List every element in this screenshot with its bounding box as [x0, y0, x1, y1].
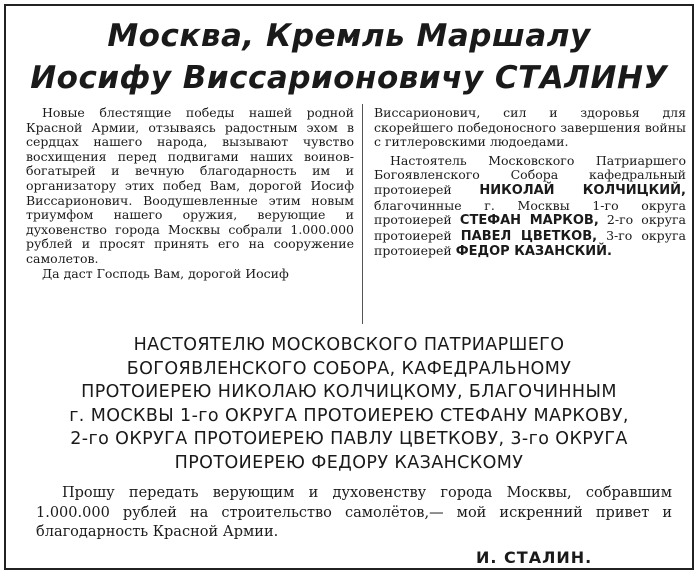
document-frame: [4, 4, 694, 570]
letter-closing-end: Виссарионович, сил и здоровья для скорейшего победоносного завершения войны с гитлеровскими людоедами.: [374, 105, 686, 150]
reply-signature: И. СТАЛИН.: [476, 548, 593, 567]
reply-title: [6, 334, 692, 475]
reply-title-line: г. МОСКВЫ 1-го ОКРУГА ПРОТОИЕРЕЮ СТЕФАНУ МАРКОВУ,: [69, 405, 629, 426]
reply-title-line: НАСТОЯТЕЛЮ МОСКОВСКОГО ПАТРИАРШЕГО: [133, 335, 565, 355]
letter-column-left: [26, 106, 354, 281]
signatory-text-4: 3-го округа протоиерей: [374, 227, 687, 259]
signatory-prefix: Настоятель Московского Патриаршего Богоявленского Собора кафедральный протоиерей: [374, 152, 686, 197]
letter-column-right: [374, 106, 686, 260]
reply-title-line: ПРОТОИЕРЕЮ ФЕДОРУ КАЗАНСКОМУ: [174, 452, 524, 473]
signatory-name-1: НИКОЛАЙ КОЛЧИЦКИЙ,: [479, 182, 686, 198]
signatory-text-3: 2-го округа протоиерей: [374, 212, 686, 243]
signatory-name-3: ПАВЕЛ ЦВЕТКОВ,: [460, 228, 598, 244]
signatory-name-4: ФЕДОР КАЗАНСКИЙ.: [455, 244, 612, 260]
reply-body: Прошу передать верующим и духовенству города Москвы, собравшим 1.000.000 рублей на строительство самолётов,— мой искренний привет и благодарность Красной Армии.: [36, 485, 672, 540]
headline-line-2: Иосифу Виссарионовичу СТАЛИНУ: [30, 60, 668, 96]
reply-title-line: БОГОЯВЛЕНСКОГО СОБОРА, КАФЕДРАЛЬНОМУ: [126, 358, 572, 379]
headline-line-1: Москва, Кремль Маршалу: [107, 18, 591, 54]
signatory-name-2: СТЕФАН МАРКОВ,: [459, 213, 599, 229]
reply-title-line: ПРОТОИЕРЕЮ НИКОЛАЮ КОЛЧИЦКОМУ, БЛАГОЧИННЫМ: [81, 382, 617, 402]
reply-title-line: 2-го ОКРУГА ПРОТОИЕРЕЮ ПАВЛУ ЦВЕТКОВУ, 3-го ОКРУГА: [70, 429, 628, 449]
letter-body: Новые блестящие победы нашей родной Красной Армии, отзываясь радостным эхом в сердцах нашего народа, вызывают чувство восхищения перед подвигами наших воинов-богатырей и вечную благодарность им и организатору этих побед Вам, дорогой Иосиф Виссарионович. Воодушевленные этим новым триумфом нашего оружия, верующие и духовенство города Москвы собрали 1.000.000 рублей и просят принять его на сооружение самолетов.: [26, 105, 354, 266]
column-divider: [362, 104, 363, 324]
letter-signatories: [374, 154, 686, 260]
signatory-text-2: благочинные г. Москвы 1-го округа протоиерей: [374, 197, 686, 228]
letter-closing-start: Да даст Господь Вам, дорогой Иосиф: [42, 265, 289, 281]
